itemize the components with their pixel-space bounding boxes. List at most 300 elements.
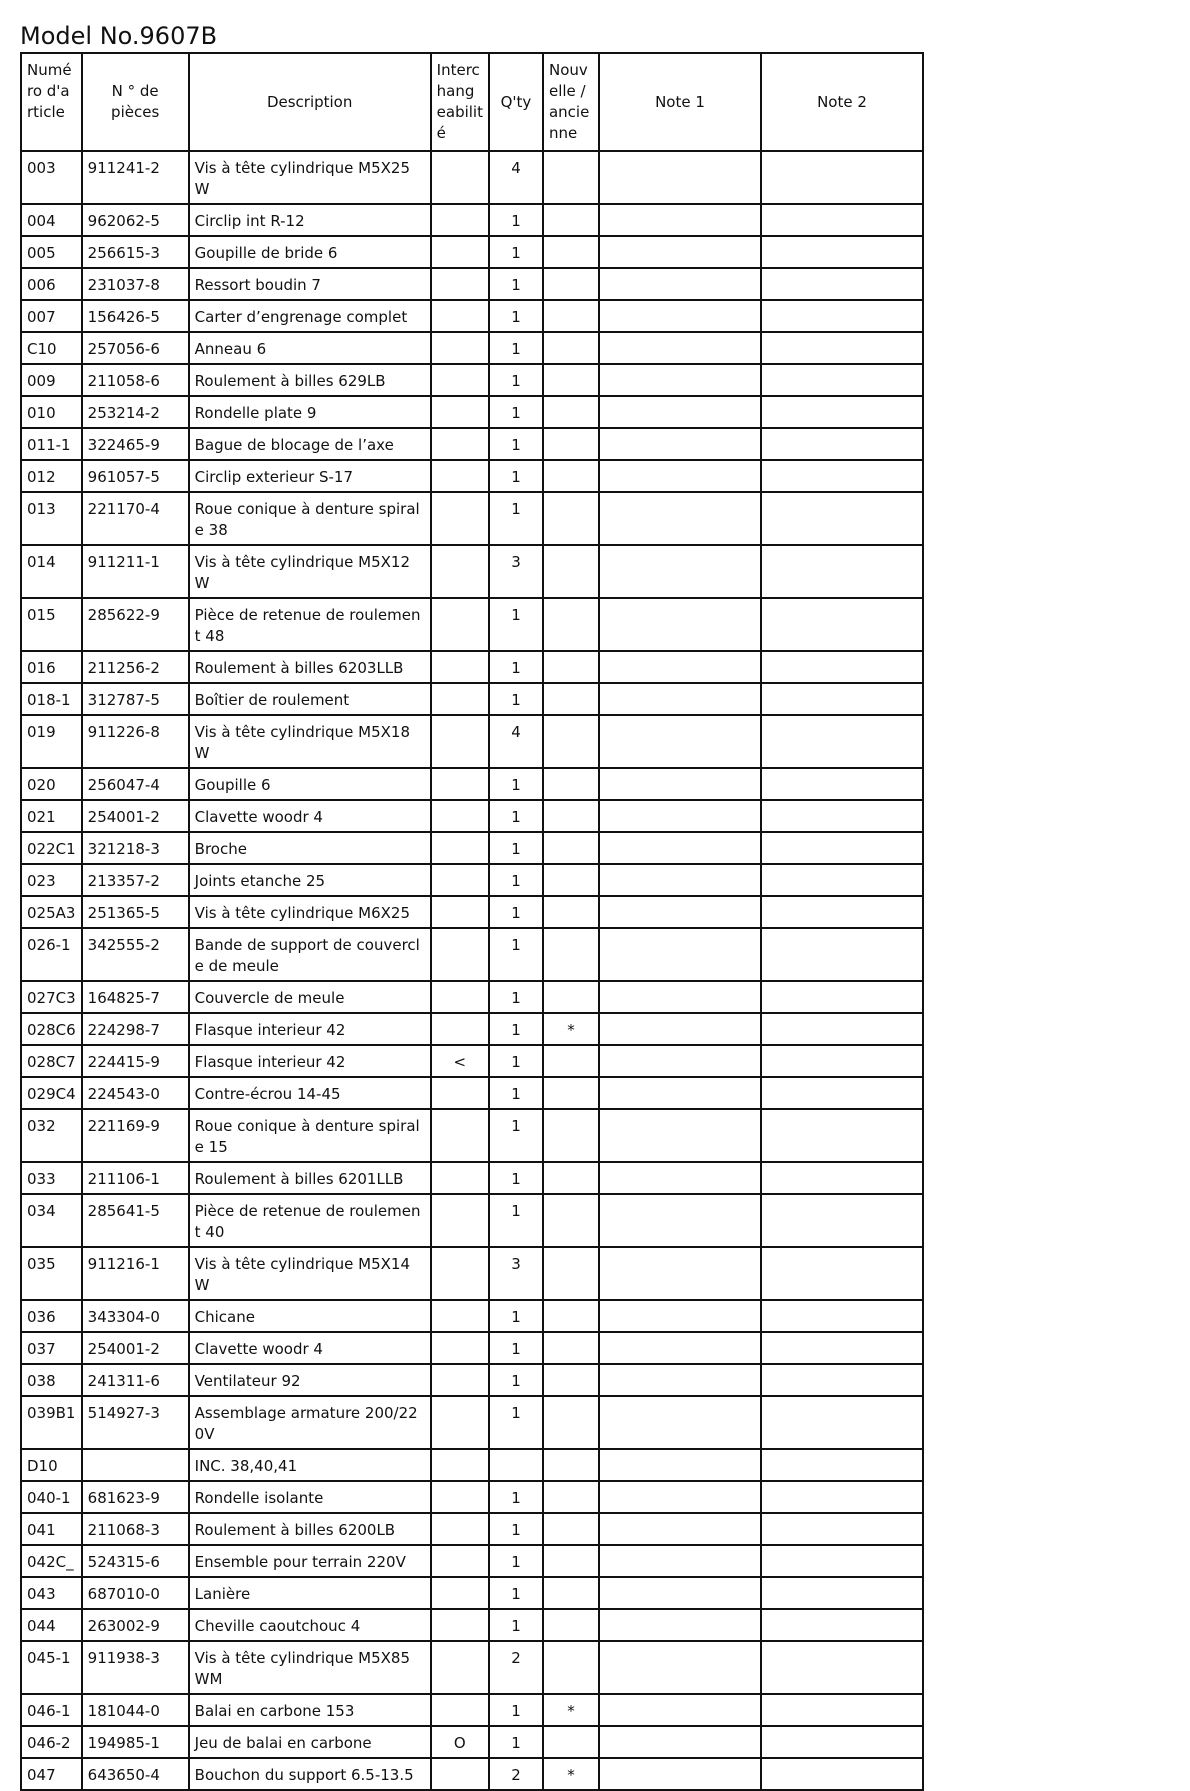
note-2-cell [761, 332, 923, 364]
description-cell: INC. 38,40,41 [189, 1449, 431, 1481]
note-1-cell [599, 1013, 761, 1045]
item-number-cell: 047 [21, 1758, 82, 1790]
new-old-cell: * [543, 1694, 599, 1726]
table-row [21, 651, 923, 683]
note-1-cell [599, 1609, 761, 1641]
note-1-cell [599, 396, 761, 428]
note-2-cell [761, 896, 923, 928]
part-number-cell: 285622-9 [82, 598, 189, 651]
description-cell: Anneau 6 [189, 332, 431, 364]
interchangeability-cell [431, 1641, 489, 1694]
part-number-cell: 524315-6 [82, 1545, 189, 1577]
interchangeability-cell [431, 1449, 489, 1481]
item-number-cell: 029C4 [21, 1077, 82, 1109]
new-old-cell [543, 1077, 599, 1109]
part-number-cell: 221169-9 [82, 1109, 189, 1162]
item-number-cell: 012 [21, 460, 82, 492]
description-cell: Cheville caoutchouc 4 [189, 1609, 431, 1641]
note-2-cell [761, 1332, 923, 1364]
table-row [21, 598, 923, 651]
table-row [21, 460, 923, 492]
new-old-cell [543, 1045, 599, 1077]
qty-cell: 1 [489, 1077, 543, 1109]
part-number-cell: 321218-3 [82, 832, 189, 864]
part-number-cell: 687010-0 [82, 1577, 189, 1609]
new-old-cell [543, 768, 599, 800]
qty-cell: 1 [489, 864, 543, 896]
note-2-cell [761, 683, 923, 715]
part-number-cell: 911938-3 [82, 1641, 189, 1694]
description-cell: Goupille 6 [189, 768, 431, 800]
table-row [21, 715, 923, 768]
qty-cell: 1 [489, 1045, 543, 1077]
note-2-cell [761, 1396, 923, 1449]
note-1-cell [599, 1194, 761, 1247]
qty-cell: 4 [489, 151, 543, 204]
note-1-cell [599, 800, 761, 832]
qty-cell: 4 [489, 715, 543, 768]
qty-cell: 1 [489, 1194, 543, 1247]
note-1-cell [599, 864, 761, 896]
description-cell: Balai en carbone 153 [189, 1694, 431, 1726]
description-cell: Roulement à billes 6200LB [189, 1513, 431, 1545]
table-row [21, 1013, 923, 1045]
note-1-cell [599, 1364, 761, 1396]
item-number-cell: 006 [21, 268, 82, 300]
new-old-cell [543, 1247, 599, 1300]
description-cell: Clavette woodr 4 [189, 1332, 431, 1364]
note-1-cell [599, 1332, 761, 1364]
note-2-cell [761, 1013, 923, 1045]
new-old-cell [543, 864, 599, 896]
note-1-cell [599, 332, 761, 364]
header-description: Description [189, 53, 431, 151]
note-2-cell [761, 1609, 923, 1641]
note-1-cell [599, 151, 761, 204]
qty-cell: 1 [489, 428, 543, 460]
note-1-cell [599, 428, 761, 460]
part-number-cell: 211058-6 [82, 364, 189, 396]
note-1-cell [599, 204, 761, 236]
description-cell: Roulement à billes 6203LLB [189, 651, 431, 683]
interchangeability-cell [431, 545, 489, 598]
table-row [21, 364, 923, 396]
part-number-cell: 231037-8 [82, 268, 189, 300]
item-number-cell: 010 [21, 396, 82, 428]
description-cell: Carter d’engrenage complet [189, 300, 431, 332]
part-number-cell: 251365-5 [82, 896, 189, 928]
interchangeability-cell [431, 800, 489, 832]
item-number-cell: 045-1 [21, 1641, 82, 1694]
description-cell: Goupille de bride 6 [189, 236, 431, 268]
qty-cell: 1 [489, 598, 543, 651]
part-number-cell: 253214-2 [82, 396, 189, 428]
interchangeability-cell [431, 1609, 489, 1641]
item-number-cell: 022C1 [21, 832, 82, 864]
new-old-cell [543, 832, 599, 864]
description-cell: Vis à tête cylindrique M5X25 W [189, 151, 431, 204]
part-number-cell: 256615-3 [82, 236, 189, 268]
part-number-cell: 911241-2 [82, 151, 189, 204]
new-old-cell: * [543, 1013, 599, 1045]
new-old-cell [543, 1109, 599, 1162]
note-2-cell [761, 460, 923, 492]
interchangeability-cell [431, 1247, 489, 1300]
interchangeability-cell [431, 151, 489, 204]
part-number-cell: 681623-9 [82, 1481, 189, 1513]
qty-cell: 1 [489, 300, 543, 332]
note-2-cell [761, 768, 923, 800]
item-number-cell: 041 [21, 1513, 82, 1545]
item-number-cell: 046-1 [21, 1694, 82, 1726]
new-old-cell [543, 651, 599, 683]
item-number-cell: 036 [21, 1300, 82, 1332]
table-row [21, 300, 923, 332]
table-row [21, 1332, 923, 1364]
interchangeability-cell [431, 1109, 489, 1162]
note-2-cell [761, 545, 923, 598]
part-number-cell [82, 1449, 189, 1481]
part-number-cell: 911211-1 [82, 545, 189, 598]
item-number-cell: 037 [21, 1332, 82, 1364]
table-row [21, 1300, 923, 1332]
note-2-cell [761, 1481, 923, 1513]
part-number-cell: 312787-5 [82, 683, 189, 715]
description-cell: Circlip exterieur S-17 [189, 460, 431, 492]
description-cell: Joints etanche 25 [189, 864, 431, 896]
note-1-cell [599, 236, 761, 268]
qty-cell: 1 [489, 396, 543, 428]
note-2-cell [761, 268, 923, 300]
note-2-cell [761, 1577, 923, 1609]
qty-cell: 1 [489, 1609, 543, 1641]
note-2-cell [761, 1758, 923, 1790]
new-old-cell [543, 896, 599, 928]
table-row [21, 981, 923, 1013]
description-cell: Rondelle isolante [189, 1481, 431, 1513]
qty-cell: 1 [489, 364, 543, 396]
part-number-cell: 911216-1 [82, 1247, 189, 1300]
note-2-cell [761, 800, 923, 832]
description-cell: Bague de blocage de l’axe [189, 428, 431, 460]
part-number-cell: 257056-6 [82, 332, 189, 364]
header-part-no: N ° de pièces [82, 53, 189, 151]
interchangeability-cell: < [431, 1045, 489, 1077]
new-old-cell [543, 683, 599, 715]
item-number-cell: 013 [21, 492, 82, 545]
note-1-cell [599, 1694, 761, 1726]
interchangeability-cell [431, 1694, 489, 1726]
description-cell: Pièce de retenue de roulement 48 [189, 598, 431, 651]
note-2-cell [761, 236, 923, 268]
interchangeability-cell [431, 832, 489, 864]
new-old-cell [543, 715, 599, 768]
part-number-cell: 211068-3 [82, 1513, 189, 1545]
interchangeability-cell [431, 268, 489, 300]
header-qty: Q'ty [489, 53, 543, 151]
note-2-cell [761, 204, 923, 236]
interchangeability-cell: O [431, 1726, 489, 1758]
new-old-cell [543, 492, 599, 545]
table-row [21, 204, 923, 236]
qty-cell: 1 [489, 1364, 543, 1396]
part-number-cell: 256047-4 [82, 768, 189, 800]
new-old-cell [543, 1396, 599, 1449]
table-row [21, 428, 923, 460]
new-old-cell [543, 1300, 599, 1332]
table-row [21, 1577, 923, 1609]
interchangeability-cell [431, 1077, 489, 1109]
item-number-cell: 018-1 [21, 683, 82, 715]
description-cell: Bande de support de couvercle de meule [189, 928, 431, 981]
part-number-cell: 343304-0 [82, 1300, 189, 1332]
note-1-cell [599, 1481, 761, 1513]
interchangeability-cell [431, 428, 489, 460]
item-number-cell: 028C7 [21, 1045, 82, 1077]
table-header-row [21, 53, 923, 151]
note-2-cell [761, 1162, 923, 1194]
table-row [21, 800, 923, 832]
note-1-cell [599, 1396, 761, 1449]
note-1-cell [599, 1545, 761, 1577]
item-number-cell: 016 [21, 651, 82, 683]
qty-cell: 1 [489, 1300, 543, 1332]
note-1-cell [599, 460, 761, 492]
new-old-cell [543, 332, 599, 364]
new-old-cell [543, 1194, 599, 1247]
qty-cell: 1 [489, 800, 543, 832]
item-number-cell: 023 [21, 864, 82, 896]
table-row [21, 683, 923, 715]
description-cell: Ressort boudin 7 [189, 268, 431, 300]
qty-cell: 1 [489, 1481, 543, 1513]
description-cell: Contre-écrou 14-45 [189, 1077, 431, 1109]
table-row [21, 268, 923, 300]
item-number-cell: 032 [21, 1109, 82, 1162]
description-cell: Vis à tête cylindrique M5X14 W [189, 1247, 431, 1300]
note-2-cell [761, 1194, 923, 1247]
table-row [21, 1694, 923, 1726]
qty-cell: 1 [489, 683, 543, 715]
part-number-cell: 911226-8 [82, 715, 189, 768]
part-number-cell: 213357-2 [82, 864, 189, 896]
item-number-cell: 007 [21, 300, 82, 332]
table-row [21, 864, 923, 896]
note-1-cell [599, 492, 761, 545]
note-1-cell [599, 268, 761, 300]
table-row [21, 1247, 923, 1300]
interchangeability-cell [431, 683, 489, 715]
new-old-cell [543, 1577, 599, 1609]
interchangeability-cell [431, 896, 489, 928]
new-old-cell: * [543, 1758, 599, 1790]
item-number-cell: 039B1 [21, 1396, 82, 1449]
item-number-cell: 014 [21, 545, 82, 598]
new-old-cell [543, 364, 599, 396]
note-1-cell [599, 768, 761, 800]
note-1-cell [599, 1577, 761, 1609]
table-row [21, 1481, 923, 1513]
qty-cell: 1 [489, 928, 543, 981]
qty-cell: 1 [489, 1162, 543, 1194]
qty-cell: 1 [489, 236, 543, 268]
item-number-cell: 011-1 [21, 428, 82, 460]
new-old-cell [543, 545, 599, 598]
qty-cell: 1 [489, 492, 543, 545]
part-number-cell: 961057-5 [82, 460, 189, 492]
qty-cell: 1 [489, 268, 543, 300]
table-row [21, 896, 923, 928]
table-row [21, 1162, 923, 1194]
description-cell: Jeu de balai en carbone [189, 1726, 431, 1758]
table-row [21, 1109, 923, 1162]
interchangeability-cell [431, 651, 489, 683]
interchangeability-cell [431, 1300, 489, 1332]
interchangeability-cell [431, 1545, 489, 1577]
new-old-cell [543, 1641, 599, 1694]
header-note-2: Note 2 [761, 53, 923, 151]
note-2-cell [761, 928, 923, 981]
note-1-cell [599, 545, 761, 598]
qty-cell: 1 [489, 1577, 543, 1609]
new-old-cell [543, 928, 599, 981]
interchangeability-cell [431, 1332, 489, 1364]
part-number-cell: 211106-1 [82, 1162, 189, 1194]
part-number-cell: 254001-2 [82, 800, 189, 832]
item-number-cell: 035 [21, 1247, 82, 1300]
interchangeability-cell [431, 715, 489, 768]
note-1-cell [599, 1162, 761, 1194]
item-number-cell: 028C6 [21, 1013, 82, 1045]
part-number-cell: 211256-2 [82, 651, 189, 683]
description-cell: Vis à tête cylindrique M6X25 [189, 896, 431, 928]
note-1-cell [599, 896, 761, 928]
qty-cell: 1 [489, 651, 543, 683]
table-row [21, 1045, 923, 1077]
part-number-cell: 254001-2 [82, 1332, 189, 1364]
new-old-cell [543, 236, 599, 268]
note-1-cell [599, 1247, 761, 1300]
note-1-cell [599, 928, 761, 981]
part-number-cell: 514927-3 [82, 1396, 189, 1449]
note-2-cell [761, 364, 923, 396]
part-number-cell: 194985-1 [82, 1726, 189, 1758]
qty-cell: 1 [489, 460, 543, 492]
note-2-cell [761, 1726, 923, 1758]
note-1-cell [599, 364, 761, 396]
note-1-cell [599, 1758, 761, 1790]
part-number-cell: 156426-5 [82, 300, 189, 332]
description-cell: Chicane [189, 1300, 431, 1332]
interchangeability-cell [431, 396, 489, 428]
item-number-cell: 003 [21, 151, 82, 204]
note-2-cell [761, 715, 923, 768]
qty-cell: 1 [489, 332, 543, 364]
note-2-cell [761, 598, 923, 651]
part-number-cell: 643650-4 [82, 1758, 189, 1790]
header-new-old: Nouv elle / ancie nne [543, 53, 599, 151]
table-row [21, 1513, 923, 1545]
note-2-cell [761, 1109, 923, 1162]
new-old-cell [543, 1609, 599, 1641]
new-old-cell [543, 460, 599, 492]
interchangeability-cell [431, 492, 489, 545]
table-row [21, 1758, 923, 1790]
table-row [21, 1641, 923, 1694]
table-row [21, 545, 923, 598]
item-number-cell: 009 [21, 364, 82, 396]
item-number-cell: 027C3 [21, 981, 82, 1013]
item-number-cell: 020 [21, 768, 82, 800]
qty-cell: 2 [489, 1641, 543, 1694]
interchangeability-cell [431, 460, 489, 492]
interchangeability-cell [431, 1481, 489, 1513]
description-cell: Circlip int R-12 [189, 204, 431, 236]
note-2-cell [761, 1300, 923, 1332]
interchangeability-cell [431, 1758, 489, 1790]
description-cell: Roue conique à denture spirale 38 [189, 492, 431, 545]
table-row [21, 1609, 923, 1641]
interchangeability-cell [431, 364, 489, 396]
table-row [21, 1726, 923, 1758]
description-cell: Flasque interieur 42 [189, 1013, 431, 1045]
note-2-cell [761, 1513, 923, 1545]
interchangeability-cell [431, 864, 489, 896]
interchangeability-cell [431, 1364, 489, 1396]
item-number-cell: 019 [21, 715, 82, 768]
note-1-cell [599, 300, 761, 332]
note-2-cell [761, 492, 923, 545]
interchangeability-cell [431, 928, 489, 981]
qty-cell: 1 [489, 1109, 543, 1162]
new-old-cell [543, 204, 599, 236]
interchangeability-cell [431, 768, 489, 800]
part-number-cell: 241311-6 [82, 1364, 189, 1396]
note-1-cell [599, 1513, 761, 1545]
item-number-cell: 038 [21, 1364, 82, 1396]
description-cell: Clavette woodr 4 [189, 800, 431, 832]
interchangeability-cell [431, 1162, 489, 1194]
note-1-cell [599, 1641, 761, 1694]
note-2-cell [761, 1694, 923, 1726]
part-number-cell: 181044-0 [82, 1694, 189, 1726]
interchangeability-cell [431, 300, 489, 332]
description-cell: Lanière [189, 1577, 431, 1609]
description-cell: Roulement à billes 6201LLB [189, 1162, 431, 1194]
table-row [21, 832, 923, 864]
qty-cell: 3 [489, 545, 543, 598]
header-note-1: Note 1 [599, 53, 761, 151]
interchangeability-cell [431, 1396, 489, 1449]
note-1-cell [599, 1449, 761, 1481]
description-cell: Couvercle de meule [189, 981, 431, 1013]
description-cell: Vis à tête cylindrique M5X85 WM [189, 1641, 431, 1694]
qty-cell: 1 [489, 204, 543, 236]
qty-cell: 1 [489, 1694, 543, 1726]
note-2-cell [761, 151, 923, 204]
part-number-cell: 962062-5 [82, 204, 189, 236]
qty-cell: 1 [489, 1726, 543, 1758]
header-item-no: Numé ro d'a rticle [21, 53, 82, 151]
part-number-cell: 164825-7 [82, 981, 189, 1013]
table-row [21, 236, 923, 268]
description-cell: Ventilateur 92 [189, 1364, 431, 1396]
new-old-cell [543, 1332, 599, 1364]
item-number-cell: 043 [21, 1577, 82, 1609]
page-title: Model No.9607B [20, 22, 218, 50]
item-number-cell: D10 [21, 1449, 82, 1481]
qty-cell: 2 [489, 1758, 543, 1790]
